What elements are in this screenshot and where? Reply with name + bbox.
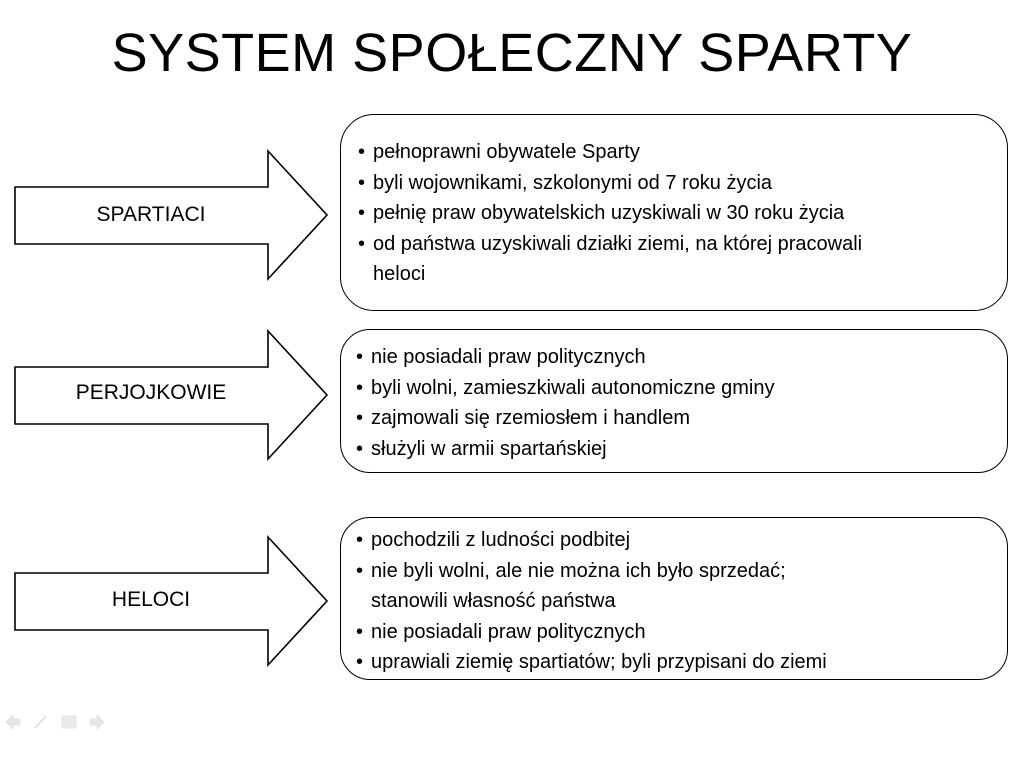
list-item: • nie posiadali praw politycznych [356,617,1007,648]
list-item: • byli wojownikami, szkolonymi od 7 roku życia [358,168,1007,199]
arrow-right-icon[interactable] [90,715,104,729]
arrow-perjojkowie [14,330,328,460]
group-label-heloci: HELOCI [111,588,191,611]
box-heloci [340,517,1008,680]
slide-title: SYSTEM SPOŁECZNY SPARTY [111,23,913,83]
bullet: • [356,620,364,643]
arrow-heloci [14,536,328,666]
list-perjojkowie [356,342,1007,464]
menu-icon[interactable] [62,716,76,728]
box-spartiaci [340,114,1008,311]
bullet: • [358,232,366,255]
list-item: • od państwa uzyskiwali działki ziemi, na której pracowali [358,229,1007,260]
bullet: • [358,202,366,224]
list-item: • zajmowali się rzemiosłem i handlem [356,403,1007,434]
arrow-spartiaci [14,150,328,280]
list-item: • uprawiali ziemię spartiatów; byli przypisani do ziemi [356,647,1007,678]
group-label-spartiaci: SPARTIACI [96,203,206,226]
pen-icon[interactable] [35,716,46,728]
bullet: • [356,376,364,399]
list-item: • służyli w armii spartańskiej [356,434,1007,465]
bullet: • [356,529,364,551]
list-item: • pochodzili z ludności podbitej [356,525,1007,556]
arrow-left-icon[interactable] [6,715,20,729]
list-item: • byli wolni, zamieszkiwali autonomiczne gminy [356,373,1007,404]
bullet: • [358,171,366,194]
group-label-perjojkowie: PERJOJKOWIE [75,381,227,404]
list-item-continuation: heloci [373,263,426,285]
list-item: • nie byli wolni, ale nie można ich było sprzedać; [356,556,1007,587]
list-item: • nie posiadali praw politycznych [356,342,1007,373]
list-spartiaci [358,137,1007,290]
list-item: • pełnię praw obywatelskich uzyskiwali w 30 roku życia [358,198,1007,229]
slideshow-nav [4,712,108,732]
bullet: • [356,407,364,429]
bullet: • [358,141,366,163]
bullet: • [356,346,364,368]
list-heloci [356,525,1007,678]
list-item-continuation: stanowili własność państwa [371,590,616,612]
bullet: • [356,559,364,582]
bullet: • [356,651,364,673]
list-item: • pełnoprawni obywatele Sparty [358,137,1007,168]
box-perjojkowie [340,329,1008,473]
bullet: • [356,437,364,460]
